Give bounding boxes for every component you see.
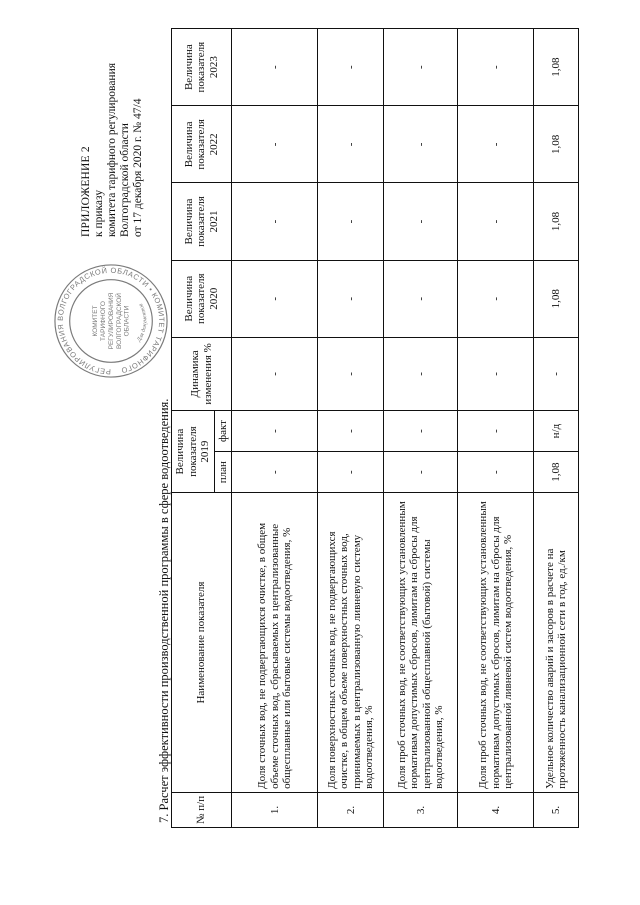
value-2020: - (384, 260, 458, 337)
table-row (458, 29, 534, 828)
row-number: 4. (458, 792, 534, 827)
indicator-name: Доля проб сточных вод, не соответствующих установленным нормативам допустимых сбросов, лимитам на сбросы для централизованной ливневой систем водоотведения, % (458, 493, 534, 793)
fact-2019: - (318, 410, 384, 451)
indicator-name: Доля поверхностных сточных вод, не подвергающихся очистке, в общем объеме поверхностных сточных вод, принимаемых в централизованную ливневую систему водоотведения, % (318, 493, 384, 793)
value-2021: 1,08 (534, 183, 579, 260)
header-fact: факт (214, 410, 232, 451)
seal-center-line: ОБЛАСТИ (123, 305, 131, 337)
order-date-number: от 17 декабря 2020 г. № 47/4 (132, 98, 144, 237)
dynamics-value: - (534, 337, 579, 410)
section-title: 7. Расчет эффективности производственной программы в сфере водоотведения. (157, 398, 171, 823)
row-number: 2. (318, 792, 384, 827)
row-number: 3. (384, 792, 458, 827)
header-name: Наименование показателя (172, 493, 232, 793)
value-2023: - (458, 29, 534, 106)
value-2022: - (458, 106, 534, 183)
fact-2019: - (384, 410, 458, 451)
value-2023: - (318, 29, 384, 106)
table-row (384, 29, 458, 828)
value-2022: 1,08 (534, 106, 579, 183)
value-2021: - (458, 183, 534, 260)
value-2020: - (458, 260, 534, 337)
value-2021: - (318, 183, 384, 260)
plan-2019: - (318, 452, 384, 493)
header-2022: Величина показателя 2022 (172, 106, 232, 183)
value-2020: 1,08 (534, 260, 579, 337)
fact-2019: - (458, 410, 534, 451)
seal-center-text (92, 292, 130, 349)
dynamics-value: - (318, 337, 384, 410)
value-2020: - (232, 260, 318, 337)
plan-2019: - (232, 452, 318, 493)
value-2021: - (232, 183, 318, 260)
header-2020: Величина показателя 2020 (172, 260, 232, 337)
fact-2019: н/д (534, 410, 579, 451)
header-plan: план (214, 452, 232, 493)
row-number: 1. (232, 792, 318, 827)
table-row (318, 29, 384, 828)
value-2023: - (384, 29, 458, 106)
header-2021: Величина показателя 2021 (172, 183, 232, 260)
value-2022: - (232, 106, 318, 183)
committee-name: комитета тарифного регулирования (106, 62, 118, 237)
appendix-header (80, 7, 145, 237)
header-dynamics: Динамика изменения % (172, 337, 232, 410)
value-2022: - (318, 106, 384, 183)
fact-2019: - (232, 410, 318, 451)
appendix-title: ПРИЛОЖЕНИЕ 2 (80, 146, 92, 237)
header-value-2019: Величина показателя 2019 (172, 410, 215, 492)
indicator-name: Удельное количество аварий и засоров в расчете на протяженность канализационной сети в год, ед./км (534, 493, 579, 793)
region-name: Волгоградской области (119, 123, 131, 237)
seal-outer-text: РЕГУЛИРОВАНИЯ ВОЛГОГРАДСКОЙ ОБЛАСТИ • КОМИТЕТ ТАРИФНОГО (55, 265, 167, 377)
value-2020: - (318, 260, 384, 337)
plan-2019: - (458, 452, 534, 493)
seal-center-line: ВОЛГОГРАДСКОЙ (115, 293, 123, 349)
official-seal (52, 262, 170, 380)
order-reference: к приказу (93, 189, 105, 237)
plan-2019: - (384, 452, 458, 493)
indicator-name: Доля проб сточных вод, не соответствующих установленным нормативам допустимых сбросов, лимитам на сбросы для централизованной общесплавной (бытовой) системы водоотведения, % (384, 493, 458, 793)
seal-inner-text: Для документов (136, 302, 149, 343)
indicator-name: Доля сточных вод, не подвергающихся очистке, в общем объеме сточных вод, сбрасываемых в централизованные общесплавные или бытовые системы водоотведения, % (232, 493, 318, 793)
table-row (534, 29, 579, 828)
value-2021: - (384, 183, 458, 260)
value-2023: 1,08 (534, 29, 579, 106)
header-2023: Величина показателя 2023 (172, 29, 232, 106)
efficiency-table (171, 28, 579, 828)
value-2022: - (384, 106, 458, 183)
dynamics-value: - (384, 337, 458, 410)
seal-center-line: КОМИТЕТ (92, 305, 100, 337)
table-row (232, 29, 318, 828)
dynamics-value: - (458, 337, 534, 410)
header-num: № п/п (172, 792, 232, 827)
seal-center-line: РЕГУЛИРОВАНИЯ (107, 292, 115, 350)
value-2023: - (232, 29, 318, 106)
dynamics-value: - (232, 337, 318, 410)
plan-2019: 1,08 (534, 452, 579, 493)
row-number: 5. (534, 792, 579, 827)
seal-center-line: ТАРИФНОГО (100, 301, 108, 341)
